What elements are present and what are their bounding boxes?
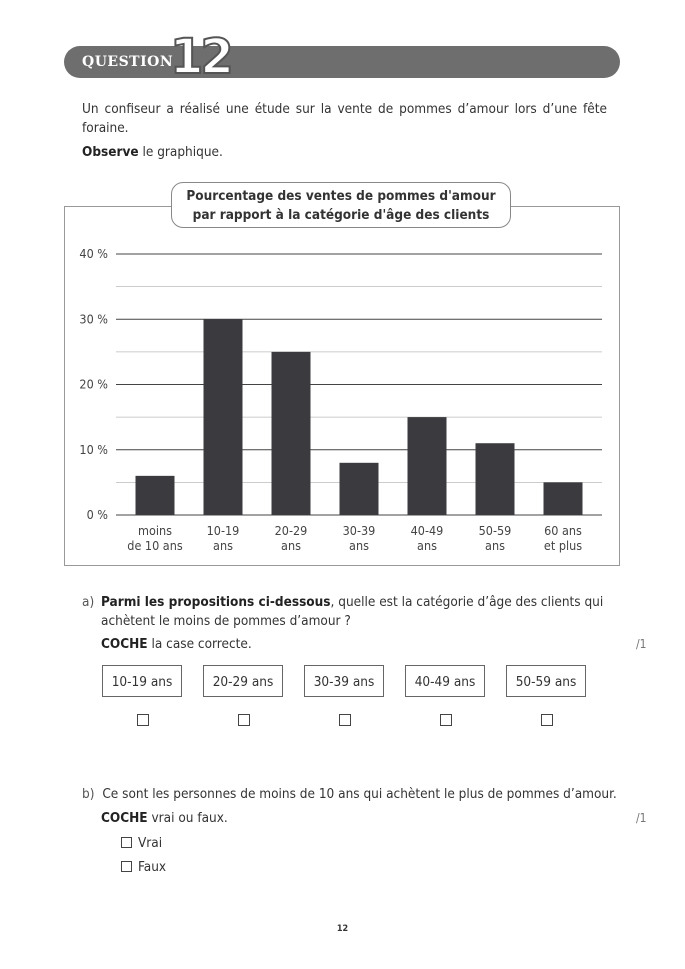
y-tick-label: 0 % bbox=[86, 507, 108, 522]
x-tick-label: ans bbox=[281, 538, 301, 553]
checkbox-option-2[interactable] bbox=[238, 714, 250, 726]
x-tick-label: de 10 ans bbox=[127, 538, 183, 553]
y-tick-label: 20 % bbox=[79, 376, 108, 392]
score-a: /1 bbox=[636, 637, 647, 651]
bar bbox=[408, 417, 447, 515]
question-b-text: Ce sont les personnes de moins de 10 ans qui achètent le plus de pommes d’amour. bbox=[102, 786, 617, 802]
checkbox-option-1[interactable] bbox=[137, 714, 149, 726]
x-tick-label: 20-29 bbox=[274, 523, 308, 538]
coche-rest-a: la case correcte. bbox=[147, 636, 252, 652]
y-tick-label: 10 % bbox=[79, 441, 108, 457]
coche-bold-a: COCHE bbox=[101, 636, 148, 652]
bar bbox=[136, 476, 175, 515]
option-box-4: 40-49 ans bbox=[405, 665, 485, 697]
x-tick-label: ans bbox=[485, 538, 505, 553]
chart-title-line2: par rapport à la catégorie d'âge des clients bbox=[192, 207, 490, 223]
coche-rest-b: vrai ou faux. bbox=[147, 810, 228, 826]
chart-title-line1: Pourcentage des ventes de pommes d'amour bbox=[186, 188, 496, 204]
x-tick-label: 40-49 bbox=[410, 523, 444, 538]
question-a-rest: , quelle est la catégorie d’âge des clients qui achètent le moins de pommes d’amour ? bbox=[101, 594, 604, 629]
question-label: QUESTION bbox=[82, 54, 174, 70]
choice-vrai[interactable] bbox=[121, 834, 162, 853]
observe-rest: le graphique. bbox=[138, 144, 223, 160]
page-number: 12 bbox=[336, 924, 349, 934]
option-box-2: 20-29 ans bbox=[203, 665, 283, 697]
x-tick-label: et plus bbox=[543, 538, 583, 553]
option-box-5: 50-59 ans bbox=[506, 665, 586, 697]
y-tick-label: 40 % bbox=[79, 246, 108, 261]
choice-faux[interactable] bbox=[121, 858, 166, 877]
option-box-3: 30-39 ans bbox=[304, 665, 384, 697]
x-tick-label: 60 ans bbox=[544, 523, 582, 538]
observe-bold: Observe bbox=[82, 144, 139, 160]
bar bbox=[340, 463, 379, 515]
question-a-text bbox=[101, 593, 612, 631]
question-a-bold: Parmi les propositions ci-dessous bbox=[101, 594, 331, 610]
coche-bold-b: COCHE bbox=[101, 810, 148, 826]
x-tick-label: 30-39 bbox=[342, 523, 376, 538]
choice-faux-label: Faux bbox=[138, 859, 167, 875]
x-tick-label: ans bbox=[349, 538, 369, 553]
x-tick-label: moins bbox=[138, 523, 172, 538]
question-b bbox=[82, 785, 617, 804]
x-tick-label: 10-19 bbox=[206, 523, 240, 538]
question-b-instruction bbox=[101, 810, 228, 826]
bar bbox=[272, 352, 311, 515]
bar bbox=[476, 443, 515, 515]
x-tick-label: ans bbox=[213, 538, 233, 553]
checkbox-option-5[interactable] bbox=[541, 714, 553, 726]
option-box-1: 10-19 ans bbox=[102, 665, 182, 697]
bar bbox=[544, 482, 583, 515]
question-number: 12 bbox=[170, 29, 231, 85]
checkbox-faux[interactable] bbox=[121, 861, 132, 872]
chart-title bbox=[171, 182, 511, 228]
choice-vrai-label: Vrai bbox=[138, 835, 163, 851]
bar-chart bbox=[64, 206, 620, 566]
question-a bbox=[82, 593, 612, 631]
question-b-letter: b) bbox=[82, 786, 95, 802]
observe-instruction bbox=[82, 143, 607, 162]
question-a-letter: a) bbox=[82, 594, 95, 610]
x-tick-label: 50-59 bbox=[478, 523, 512, 538]
intro-text: Un confiseur a réalisé une étude sur la vente de pommes d’amour lors d’une fête foraine. bbox=[82, 101, 607, 136]
x-tick-label: ans bbox=[417, 538, 437, 553]
question-a-instruction bbox=[101, 636, 252, 652]
checkbox-vrai[interactable] bbox=[121, 837, 132, 848]
score-b: /1 bbox=[636, 811, 647, 825]
bar bbox=[204, 319, 243, 515]
checkbox-option-3[interactable] bbox=[339, 714, 351, 726]
checkbox-option-4[interactable] bbox=[440, 714, 452, 726]
y-tick-label: 30 % bbox=[79, 311, 108, 327]
